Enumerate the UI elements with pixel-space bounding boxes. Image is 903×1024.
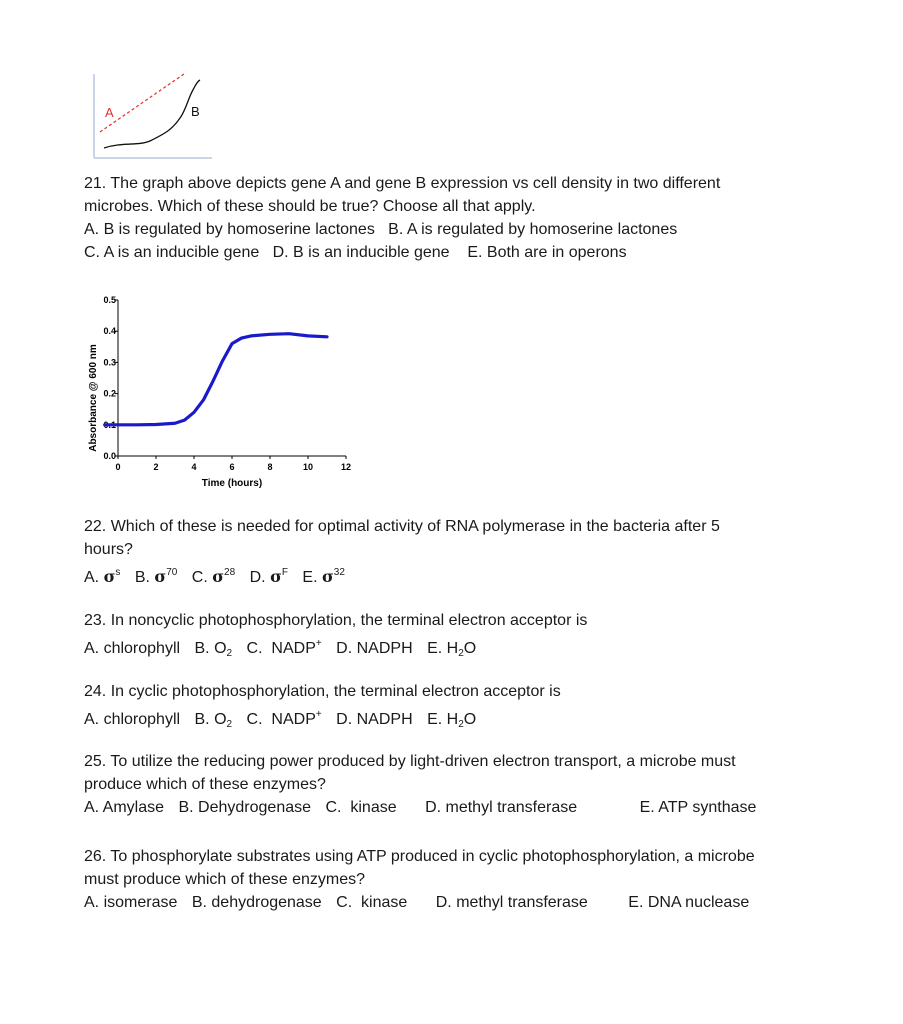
- y-axis-label: Absorbance @ 600 nm: [88, 344, 99, 452]
- question-21: [84, 172, 720, 264]
- q23-text: 23. In noncyclic photophosphorylation, the terminal electron acceptor is: [84, 612, 588, 629]
- x-tick-label: 10: [302, 462, 314, 472]
- q25-text-1: 25. To utilize the reducing power produced by light-driven electron transport, a microbe must: [84, 753, 736, 770]
- q26-option-b: B. dehydrogenase: [191, 894, 322, 911]
- x-tick-label: 12: [340, 462, 352, 472]
- q26-option-d: D. methyl transferase: [435, 894, 588, 911]
- q21-options-2: C. A is an inducible gene D. B is an inducible gene E. Both are in operons: [84, 244, 627, 261]
- q26-text-2: must produce which of these enzymes?: [84, 871, 366, 888]
- x-tick-label: 4: [191, 462, 197, 472]
- q25-option-e: E. ATP synthase: [639, 799, 757, 816]
- question-25: [84, 750, 766, 819]
- y-tick-label: 0.4: [103, 326, 116, 337]
- q22-option-b: B. $\sigma^{70}$: [134, 567, 178, 586]
- q22-options: [84, 561, 720, 589]
- q24-option-b: B. $O_2$: [194, 711, 233, 730]
- question-26: [84, 845, 759, 914]
- q25-text-2: produce which of these enzymes?: [84, 776, 326, 793]
- q22-option-e: E. $\sigma^{32}$: [302, 567, 345, 586]
- label-a: A: [105, 105, 114, 120]
- q24-options: [84, 703, 561, 736]
- q23-option-b: B. $O_2$: [194, 640, 233, 659]
- q22-option-c: C. $\sigma^{28}$: [191, 567, 236, 586]
- question-22: [84, 515, 720, 589]
- y-tick-label: 0.5: [103, 295, 116, 305]
- q22-option-d: D. $\sigma^F$: [249, 567, 288, 586]
- q22-text-2: hours?: [84, 541, 133, 558]
- expression-sketch: [88, 70, 218, 162]
- q25-option-a: A. Amylase: [84, 799, 165, 816]
- q26-option-c: C. kinase: [336, 894, 408, 911]
- q22-text-1: 22. Which of these is needed for optimal activity of RNA polymerase in the bacteria after 5: [84, 518, 720, 535]
- q26-option-e: E. DNA nuclease: [628, 894, 750, 911]
- q21-options-1: A. B is regulated by homoserine lactones B. A is regulated by homoserine lactones: [84, 221, 678, 238]
- label-b: B: [191, 104, 200, 119]
- y-tick-label: 0.2: [103, 388, 116, 399]
- question-23: [84, 609, 587, 665]
- q21-text-2: microbes. Which of these should be true? Choose all that apply.: [84, 198, 536, 215]
- q26-text-1: 26. To phosphorylate substrates using ATP produced in cyclic photophosphorylation, a microbe: [84, 848, 755, 865]
- q23-option-c: C. NADP+: [246, 638, 322, 657]
- q26-options: [84, 891, 759, 914]
- q23-option-d: D. NADPH: [336, 640, 413, 657]
- y-tick-label: 0.0: [103, 451, 116, 461]
- x-tick-label: 6: [229, 462, 235, 472]
- x-axis-label: Time (hours): [201, 478, 263, 489]
- x-tick-label: 8: [267, 462, 273, 472]
- growth-curve: [105, 334, 327, 425]
- y-tick-label: 0.3: [103, 357, 116, 368]
- growth-chart: [80, 288, 380, 494]
- y-tick-label: 0.1: [103, 419, 116, 430]
- q21-text-1: 21. The graph above depicts gene A and gene B expression vs cell density in two different: [84, 175, 721, 192]
- q25-option-d: D. methyl transferase: [425, 799, 578, 816]
- gene-b-curve: [104, 80, 200, 148]
- q24-option-c: C. NADP+: [246, 709, 322, 728]
- q24-option-e: E. $H_2O$: [427, 711, 477, 730]
- q23-option-e: E. $H_2O$: [427, 640, 477, 659]
- x-tick-label: 0: [115, 462, 121, 472]
- q25-option-b: B. Dehydrogenase: [178, 799, 312, 816]
- q26-option-a: A. isomerase: [84, 894, 178, 911]
- q24-option-a: A. chlorophyll: [84, 711, 181, 728]
- q25-option-c: C. kinase: [325, 799, 397, 816]
- q24-option-d: D. NADPH: [336, 711, 413, 728]
- gene-a-line: [100, 74, 184, 132]
- q25-options: [84, 796, 766, 819]
- q23-options: [84, 632, 587, 665]
- question-24: [84, 680, 561, 736]
- q24-text: 24. In cyclic photophosphorylation, the terminal electron acceptor is: [84, 683, 561, 700]
- q23-option-a: A. chlorophyll: [84, 640, 181, 657]
- x-tick-label: 2: [153, 462, 159, 472]
- q22-option-a: A. $\sigma^s$: [84, 567, 121, 586]
